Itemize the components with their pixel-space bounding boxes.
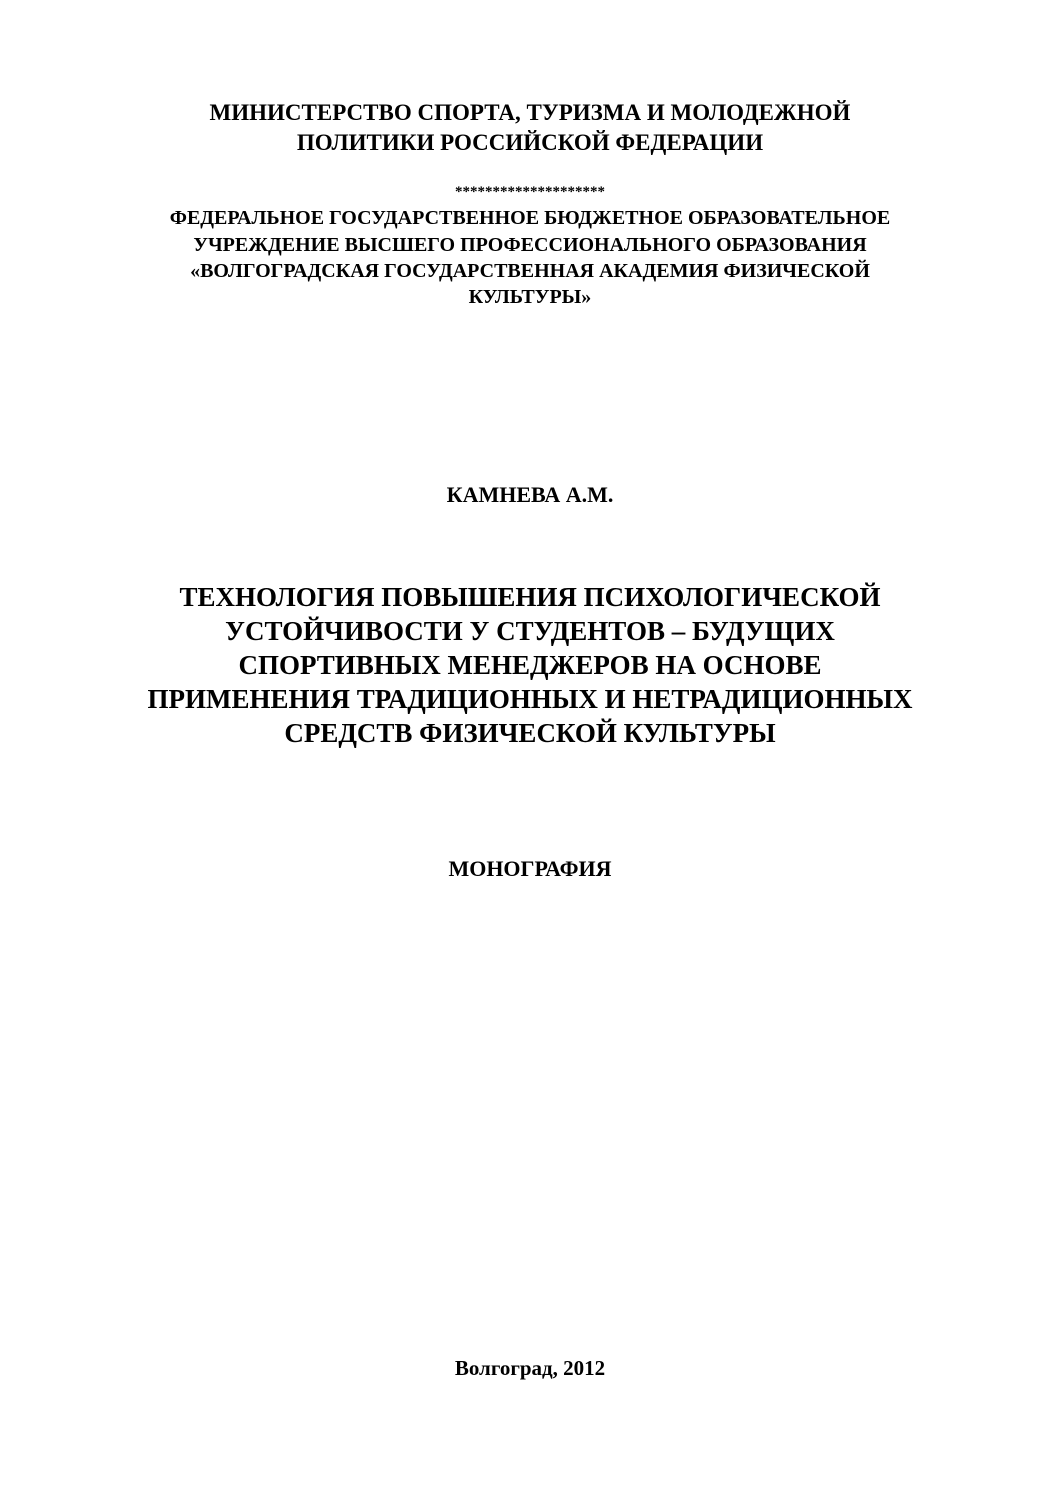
title-line-3: СПОРТИВНЫХ МЕНЕДЖЕРОВ НА ОСНОВЕ (238, 650, 822, 680)
title-line-5: СРЕДСТВ ФИЗИЧЕСКОЙ КУЛЬТУРЫ (284, 718, 776, 748)
title-line-2: УСТОЙЧИВОСТИ У СТУДЕНТОВ – БУДУЩИХ (225, 616, 835, 646)
ministry-line-2: ПОЛИТИКИ РОССИЙСКОЙ ФЕДЕРАЦИИ (296, 130, 764, 155)
academy-line-2: УЧРЕЖДЕНИЕ ВЫСШЕГО ПРОФЕССИОНАЛЬНОГО ОБРАЗОВАНИЯ (193, 234, 867, 256)
footer-place-year: Волгоград, 2012 (454, 1356, 606, 1380)
genre-label: МОНОГРАФИЯ (448, 856, 612, 881)
ministry-line-1: МИНИСТЕРСТВО СПОРТА, ТУРИЗМА И МОЛОДЕЖНОЙ (209, 100, 851, 125)
separator-stars: ******************** (455, 184, 605, 200)
academy-line-3: «ВОЛГОГРАДСКАЯ ГОСУДАРСТВЕННАЯ АКАДЕМИЯ ФИЗИЧЕСКОЙ (190, 260, 870, 282)
author-name: КАМНЕВА А.М. (446, 482, 614, 507)
title-line-1: ТЕХНОЛОГИЯ ПОВЫШЕНИЯ ПСИХОЛОГИЧЕСКОЙ (179, 582, 881, 612)
academy-line-1: ФЕДЕРАЛЬНОЕ ГОСУДАРСТВЕННОЕ БЮДЖЕТНОЕ ОБРАЗОВАТЕЛЬНОЕ (169, 207, 891, 229)
title-line-4: ПРИМЕНЕНИЯ ТРАДИЦИОННЫХ И НЕТРАДИЦИОННЫХ (147, 684, 913, 714)
academy-line-4: КУЛЬТУРЫ» (468, 286, 592, 308)
